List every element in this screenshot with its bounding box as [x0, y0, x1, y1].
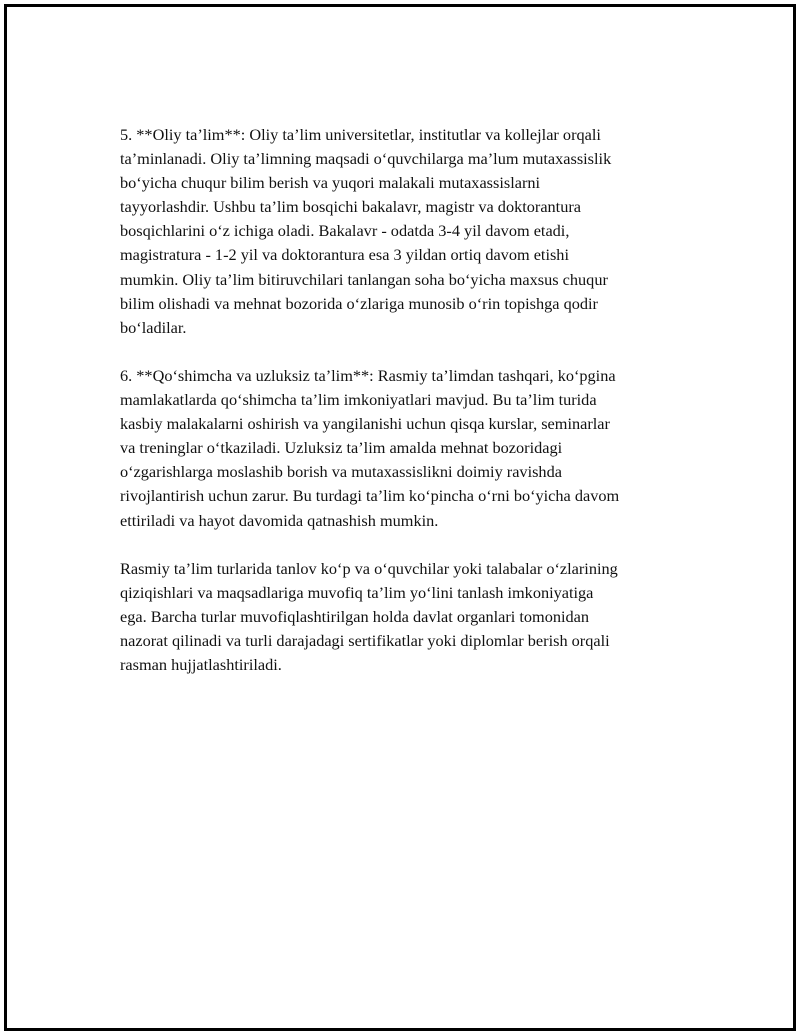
text-line: mamlakatlarda qo‘shimcha ta’lim imkoniyatlari mavjud. Bu ta’lim turida [120, 390, 597, 410]
text-line: 6. **Qo‘shimcha va uzluksiz ta’lim**: Rasmiy ta’limdan tashqari, ko‘pgina [120, 365, 616, 385]
paragraph-conclusion [120, 557, 705, 677]
paragraph-higher-education [120, 123, 705, 340]
text-line: rasman hujjatlashtiriladi. [120, 655, 282, 675]
text-line: bo‘ladilar. [120, 317, 187, 337]
text-line: ta’minlanadi. Oliy ta’limning maqsadi o‘quvchilarga ma’lum mutaxassislik [120, 149, 612, 169]
text-line: kasbiy malakalarni oshirish va yangilanishi uchun qisqa kurslar, seminarlar [120, 414, 610, 434]
document-body [120, 123, 705, 701]
text-line: mumkin. Oliy ta’lim bitiruvchilari tanlangan soha bo‘yicha maxsus chuqur [120, 269, 608, 289]
text-line: ega. Barcha turlar muvofiqlashtirilgan holda davlat organlari tomonidan [120, 606, 589, 626]
text-line: 5. **Oliy ta’lim**: Oliy ta’lim universitetlar, institutlar va kollejlar orqali [120, 125, 601, 144]
text-line: o‘zgarishlarga moslashib borish va mutaxassislikni doimiy ravishda [120, 462, 562, 482]
text-line: ettiriladi va hayot davomida qatnashish mumkin. [120, 510, 439, 530]
text-line: bo‘yicha chuqur bilim berish va yuqori malakali mutaxassislarni [120, 173, 541, 193]
text-line: bilim olishadi va mehnat bozorida o‘zlariga munosib o‘rin topishga qodir [120, 293, 598, 313]
text-line: magistratura - 1-2 yil va doktorantura esa 3 yildan ortiq davom etishi [120, 245, 569, 265]
text-line: qiziqishlari va maqsadlariga muvofiq ta’lim yo‘lini tanlash imkoniyatiga [120, 582, 594, 602]
text-line: va treninglar o‘tkaziladi. Uzluksiz ta’lim amalda mehnat bozoridagi [120, 438, 563, 458]
paragraph-continuing-education [120, 364, 705, 533]
text-line: nazorat qilinadi va turli darajadagi sertifikatlar yoki diplomlar berish orqali [120, 630, 610, 650]
text-line: tayyorlashdir. Ushbu ta’lim bosqichi bakalavr, magistr va doktorantura [120, 197, 581, 217]
text-line: bosqichlarini o‘z ichiga oladi. Bakalavr - odatda 3-4 yil davom etadi, [120, 221, 570, 241]
text-line: rivojlantirish uchun zarur. Bu turdagi ta’lim ko‘pincha o‘rni bo‘yicha davom [120, 486, 620, 506]
text-line: Rasmiy ta’lim turlarida tanlov ko‘p va o‘quvchilar yoki talabalar o‘zlarining [120, 558, 618, 578]
page-frame [4, 4, 796, 1031]
